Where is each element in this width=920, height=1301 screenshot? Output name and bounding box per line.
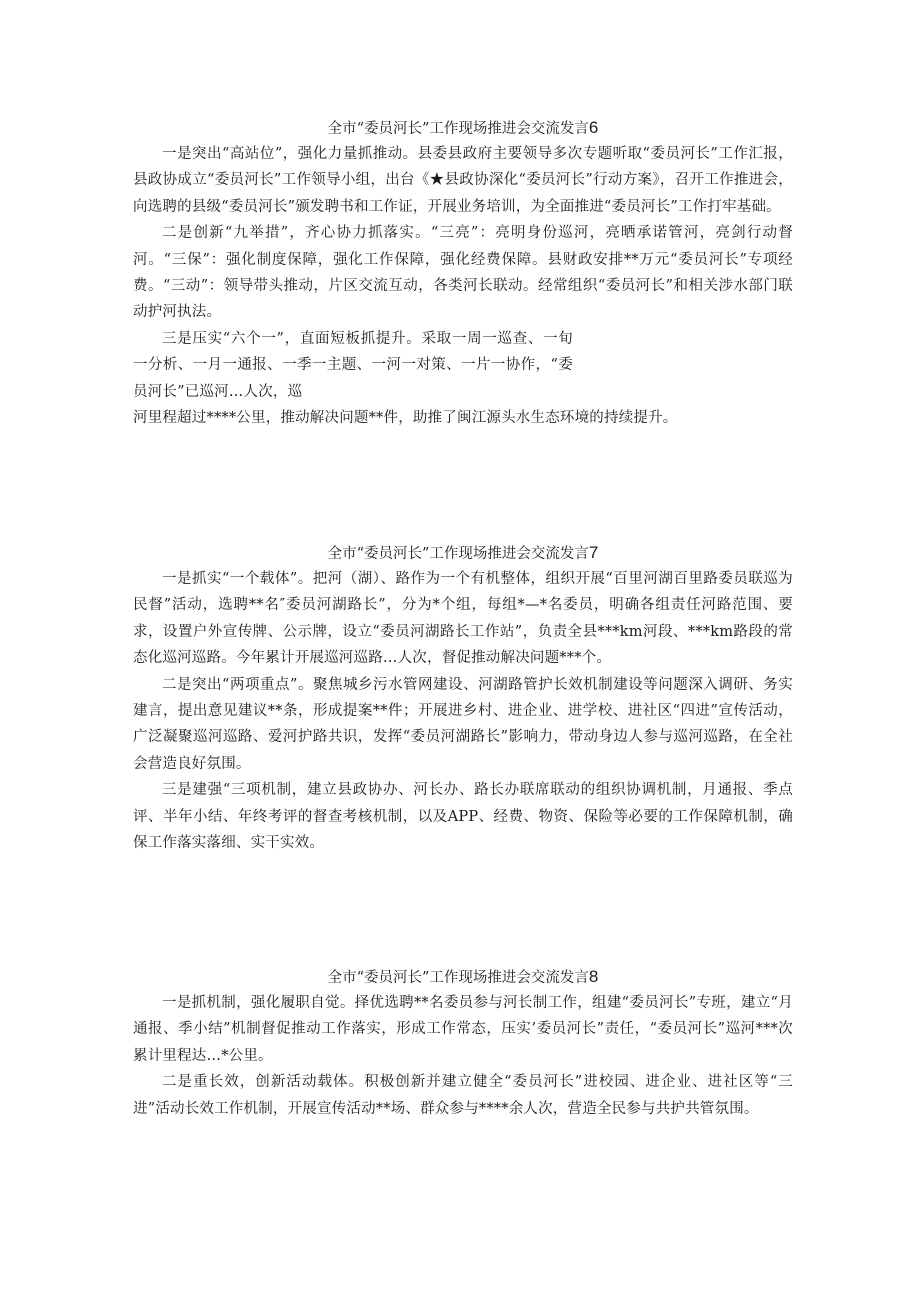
speech-section-6 — [133, 115, 793, 431]
section-title-text: 全市“委员河长”工作现场推进会交流发言 — [327, 970, 589, 986]
section-number: 7 — [588, 543, 599, 562]
paragraph: 河里程超过****公里，推动解决问题**件，助推了闽江源头水生态环境的持续提升。 — [133, 410, 678, 427]
section-title-text: 全市“委员河长”工作现场推进会交流发言 — [327, 546, 589, 562]
paragraph: 三是建强“三项机制，建立县政协办、河长办、路长办联席联动的组织协调机制，月通报、季点评、半年小结、年终考评的督查考核机制，以及APP、经费、物资、保险等必要的工作保障机制，确保工作落实落细、实干实效。 — [133, 782, 793, 852]
speech-section-7 — [133, 540, 793, 856]
paragraph: 二是重长效，创新活动载体。积极创新并建立健全“委员河长”进校园、进企业、进社区等“三进”活动长效工作机制，开展宣传活动**场、群众参与****余人次，营造全民参与共护共管氛围。 — [133, 1074, 793, 1117]
section-title — [133, 540, 793, 566]
paragraph: 二是创新“九举措”，齐心协力抓落实。“三亮”：亮明身份巡河，亮晒承诺管河，亮剑行动督河。“三保”：强化制度保障，强化工作保障，强化经费保障。县财政安排**万元“委员河长”专项经费。“三动”：领导带头推动，片区交流互动，各类河长联动。经常组织“委员河长”和相关涉水部门联动护河执法。 — [133, 225, 793, 321]
section-title-text: 全市“委员河长”工作现场推进会交流发言 — [327, 121, 589, 137]
section-title — [133, 964, 793, 990]
paragraph: 一是突出“高站位”，强化力量抓推动。县委县政府主要领导多次专题听取“委员河长”工作汇报，县政协成立“委员河长”工作领导小组，出台《★县政协深化“委员河长”行动方案》，召开工作推进会，向选聘的县级“委员河长”颁发聘书和工作证，开展业务培训，为全面推进“委员河长”工作打牢基础。 — [133, 146, 793, 215]
paragraph: 一是抓机制，强化履职自觉。择优选聘**名委员参与河长制工作，组建“委员河长”专班，建立“月通报、季小结”机制督促推动工作落实，形成工作常态，压实’委员河长”责任，“委员河长”巡河***次累计里程达…*公里。 — [133, 995, 793, 1064]
paragraph: 三是压实“六个一”，直面短板抓提升。采取一周一巡查、一旬一分析、一月一通报、一季一主题、一河一对策、一片一协作，“委员河长”已巡河…人次，巡 — [133, 330, 573, 400]
paragraph: 二是突出“两项重点”。聚焦城乡污水管网建设、河湖路管护长效机制建设等问题深入调研、务实建言，提出意见建议**条，形成提案**件；开展进乡村、进企业、进学校、进社区“四进”宣传活动，广泛凝聚巡河巡路、爱河护路共识，发挥“委员河湖路长”影响力，带动身边人参与巡河巡路，在全社会营造良好氛围。 — [133, 676, 793, 772]
section-title — [133, 115, 793, 141]
paragraph: 一是抓实“一个载体”。把河（湖）、路作为一个有机整体，组织开展“百里河湖百里路委员联巡为民督”活动，选聘**名″委员河湖路长”，分为*个组，每组*—*名委员，明确各组责任河路范围、要求，设置户外宣传牌、公示牌，设立“委员河湖路长工作站”，负责全县***km河段、***km路段的常态化巡河巡路。今年累计开展巡河巡路…人次，督促推动解决问题***个。 — [133, 571, 793, 667]
section-number: 6 — [588, 118, 599, 137]
section-number: 8 — [588, 967, 599, 986]
speech-section-8 — [133, 964, 793, 1122]
